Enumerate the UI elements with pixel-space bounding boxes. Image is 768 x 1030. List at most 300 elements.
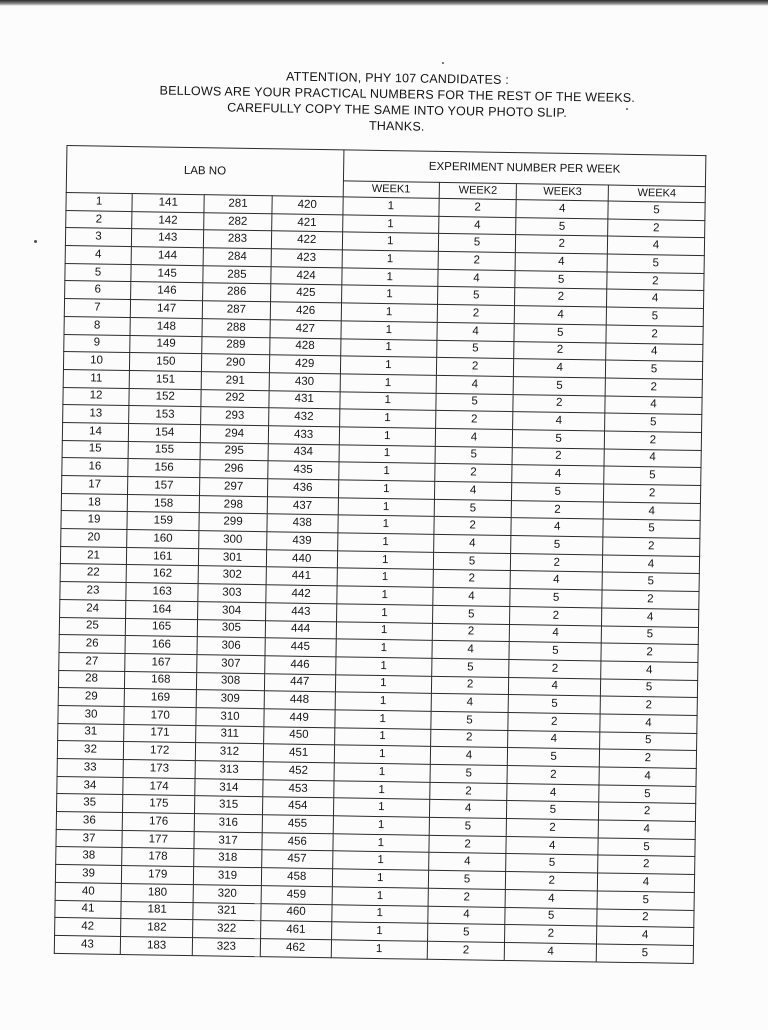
lab-no-cell: 303: [198, 584, 265, 603]
lab-no-cell: 16: [62, 458, 128, 477]
lab-no-cell: 451: [263, 744, 335, 763]
lab-no-cell: 30: [58, 705, 124, 724]
week1-cell: 1: [343, 215, 439, 234]
lab-no-cell: 296: [200, 460, 267, 479]
week2-cell: 4: [427, 906, 505, 925]
week1-cell: 1: [337, 568, 433, 587]
week3-cell: 5: [511, 536, 603, 555]
week4-cell: 5: [606, 307, 703, 326]
lab-no-cell: 6: [65, 281, 131, 300]
lab-no-cell: 2: [66, 210, 132, 229]
practical-numbers-table: [54, 145, 707, 964]
lab-no-cell: 174: [123, 777, 196, 796]
week3-cell: 5: [516, 217, 608, 236]
lab-no-cell: 1: [66, 193, 132, 212]
lab-no-cell: 172: [123, 742, 196, 761]
week-header: WEEK3: [517, 184, 609, 201]
lab-no-cell: 175: [123, 795, 196, 814]
lab-no-cell: 22: [60, 564, 126, 583]
week2-cell: 4: [429, 800, 507, 819]
lab-no-cell: 427: [270, 320, 342, 339]
notice-line-4: THANKS.: [368, 118, 425, 134]
lab-no-cell: 42: [55, 918, 121, 937]
lab-no-cell: 453: [262, 779, 334, 798]
week4-cell: 4: [605, 396, 702, 415]
lab-no-cell: 146: [131, 282, 204, 301]
week3-cell: 5: [509, 642, 601, 661]
week2-cell: 4: [432, 641, 510, 660]
week1-cell: 1: [333, 798, 429, 817]
lab-no-cell: 144: [131, 247, 204, 266]
lab-no-cell: 433: [268, 426, 340, 445]
week2-cell: 5: [437, 287, 515, 306]
week3-cell: 2: [506, 872, 598, 891]
lab-no-cell: 421: [271, 213, 343, 232]
lab-no-cell: 31: [58, 723, 124, 742]
lab-no-cell: 179: [121, 866, 194, 885]
week4-cell: 2: [603, 537, 700, 556]
lab-no-cell: 435: [267, 461, 339, 480]
lab-no-cell: 456: [261, 832, 333, 851]
week4-cell: 2: [607, 272, 704, 291]
lab-no-cell: 37: [56, 829, 122, 848]
lab-no-cell: 429: [269, 355, 341, 374]
lab-no-cell: 459: [261, 885, 333, 904]
week2-cell: 2: [435, 411, 513, 430]
week3-cell: 5: [515, 270, 607, 289]
notice-line-1: ATTENTION, PHY 107 CANDIDATES :: [286, 69, 510, 87]
lab-no-cell: 24: [60, 599, 126, 618]
lab-no-cell: 15: [62, 440, 128, 459]
lab-no-cell: 445: [265, 638, 337, 657]
week2-cell: 5: [435, 446, 513, 465]
week1-cell: 1: [331, 940, 427, 959]
week3-cell: 5: [507, 801, 599, 820]
week4-cell: 5: [608, 201, 705, 220]
week1-cell: 1: [336, 621, 432, 640]
week4-cell: 4: [602, 555, 699, 574]
week2-cell: 5: [431, 658, 509, 677]
lab-no-cell: 3: [65, 228, 131, 247]
week4-cell: 2: [599, 749, 696, 768]
week2-cell: 2: [429, 782, 507, 801]
week1-cell: 1: [336, 657, 432, 676]
week1-cell: 1: [338, 515, 434, 534]
week4-cell: 5: [603, 519, 700, 538]
lab-no-cell: 302: [199, 566, 266, 585]
week1-cell: 1: [339, 409, 435, 428]
lab-no-cell: 141: [132, 194, 205, 213]
lab-no-cell: 281: [204, 195, 271, 214]
lab-no-cell: 7: [64, 299, 130, 318]
week2-cell: 2: [430, 729, 508, 748]
lab-no-cell: 284: [204, 248, 271, 267]
lab-no-cell: 437: [267, 496, 339, 515]
lab-no-cell: 455: [262, 815, 334, 834]
lab-no-cell: 447: [264, 673, 336, 692]
lab-no-cell: 23: [60, 582, 126, 601]
week3-cell: 2: [507, 766, 599, 785]
lab-no-cell: 12: [63, 387, 129, 406]
lab-no-cell: 26: [59, 635, 125, 654]
week1-cell: 1: [339, 462, 435, 481]
lab-no-cell: 148: [130, 317, 203, 336]
lab-no-cell: 32: [57, 741, 123, 760]
lab-no-cell: 430: [269, 373, 341, 392]
lab-no-cell: 454: [262, 797, 334, 816]
lab-no-cell: 436: [267, 479, 339, 498]
lab-no-cell: 321: [193, 902, 260, 921]
lab-no-cell: 173: [123, 759, 196, 778]
week2-cell: 4: [436, 375, 514, 394]
week2-cell: 2: [432, 623, 510, 642]
lab-no-cell: 154: [128, 423, 201, 442]
lab-no-cell: 462: [260, 939, 332, 958]
lab-no-cell: 153: [129, 406, 202, 425]
lab-no-cell: 306: [197, 637, 264, 656]
week3-cell: 2: [515, 288, 607, 307]
lab-no-cell: 441: [266, 567, 338, 586]
lab-no-cell: 14: [62, 422, 128, 441]
lab-no-cell: 425: [270, 284, 342, 303]
lab-no-cell: 36: [56, 812, 122, 831]
scan-speck: [34, 240, 37, 243]
week1-cell: 1: [342, 232, 438, 251]
lab-no-cell: 294: [201, 425, 268, 444]
week3-cell: 2: [505, 925, 597, 944]
week2-cell: 4: [433, 534, 511, 553]
week3-cell: 4: [509, 677, 601, 696]
week3-cell: 5: [509, 695, 601, 714]
lab-no-cell: 142: [132, 211, 205, 230]
lab-no-cell: 442: [265, 585, 337, 604]
week3-cell: 2: [507, 819, 599, 838]
week2-cell: 5: [433, 552, 511, 571]
experiment-header: EXPERIMENT NUMBER PER WEEK: [343, 150, 706, 187]
lab-no-cell: 432: [268, 408, 340, 427]
week1-cell: 1: [341, 321, 437, 340]
week1-cell: 1: [332, 887, 428, 906]
lab-no-cell: 166: [125, 636, 198, 655]
lab-no-cell: 424: [270, 266, 342, 285]
week2-cell: 5: [438, 234, 516, 253]
week2-cell: 5: [432, 605, 510, 624]
lab-no-cell: 295: [200, 442, 267, 461]
lab-no-cell: 316: [195, 814, 262, 833]
week4-cell: 2: [608, 219, 705, 238]
scan-speck: [442, 62, 444, 64]
lab-no-cell: 170: [124, 706, 197, 725]
week2-cell: 5: [430, 764, 508, 783]
week1-cell: 1: [331, 922, 427, 941]
lab-no-cell: 322: [193, 920, 260, 939]
week4-cell: 5: [604, 466, 701, 485]
week4-cell: 2: [598, 855, 695, 874]
week3-cell: 2: [511, 553, 603, 572]
week4-cell: 5: [600, 679, 697, 698]
week4-cell: 4: [600, 714, 697, 733]
week4-cell: 4: [597, 873, 694, 892]
lab-no-cell: 20: [61, 529, 127, 548]
lab-no-cell: 420: [271, 196, 343, 215]
week1-cell: 1: [343, 197, 439, 216]
week1-cell: 1: [332, 869, 428, 888]
lab-no-cell: 27: [59, 652, 125, 671]
week4-cell: 4: [599, 767, 696, 786]
lab-no-cell: 145: [131, 264, 204, 283]
week1-cell: 1: [342, 268, 438, 287]
week2-cell: 4: [438, 269, 516, 288]
lab-no-cell: 161: [126, 547, 199, 566]
week4-cell: 5: [597, 891, 694, 910]
week4-cell: 2: [600, 696, 697, 715]
week3-cell: 4: [514, 359, 606, 378]
week1-cell: 1: [340, 356, 436, 375]
week2-cell: 2: [436, 358, 514, 377]
week2-cell: 5: [436, 393, 514, 412]
lab-no-cell: 320: [194, 884, 261, 903]
lab-no-cell: 28: [58, 670, 124, 689]
week2-cell: 5: [436, 340, 514, 359]
week-header: WEEK4: [608, 185, 705, 203]
week4-cell: 5: [605, 413, 702, 432]
lab-no-cell: 147: [130, 300, 203, 319]
week3-cell: 5: [512, 483, 604, 502]
lab-no-cell: 317: [194, 831, 261, 850]
week2-cell: 2: [428, 888, 506, 907]
lab-no-cell: 309: [197, 690, 264, 709]
lab-no-cell: 457: [261, 850, 333, 869]
week4-cell: 5: [598, 838, 695, 857]
week4-cell: 2: [603, 484, 700, 503]
week2-cell: 2: [438, 251, 516, 270]
lab-no-cell: 439: [266, 532, 338, 551]
week4-cell: 4: [604, 449, 701, 468]
week2-cell: 2: [431, 676, 509, 695]
lab-no-cell: 290: [202, 354, 269, 373]
lab-no-cell: 18: [61, 493, 127, 512]
week4-cell: 4: [603, 502, 700, 521]
week2-cell: 2: [427, 941, 505, 960]
lab-no-cell: 178: [122, 848, 195, 867]
lab-no-cell: 283: [204, 230, 271, 249]
lab-no-cell: 287: [203, 301, 270, 320]
lab-no-cell: 38: [56, 847, 122, 866]
lab-no-cell: 438: [266, 514, 338, 533]
lab-no-cell: 43: [54, 935, 120, 954]
week2-cell: 4: [430, 747, 508, 766]
week4-cell: 5: [596, 944, 693, 963]
week3-cell: 2: [512, 500, 604, 519]
week4-cell: 4: [607, 289, 704, 308]
lab-no-cell: 423: [271, 249, 343, 268]
lab-no-cell: 176: [122, 813, 195, 832]
lab-no-cell: 177: [122, 830, 195, 849]
week1-cell: 1: [338, 498, 434, 517]
lab-no-cell: 449: [263, 709, 335, 728]
lab-no-cell: 158: [127, 494, 200, 513]
week2-cell: 4: [428, 853, 506, 872]
week4-cell: 2: [606, 325, 703, 344]
week3-cell: 4: [506, 836, 598, 855]
lab-no-cell: 168: [124, 671, 197, 690]
lab-no-cell: 310: [196, 708, 263, 727]
week4-cell: 2: [601, 643, 698, 662]
week3-cell: 4: [511, 571, 603, 590]
lab-no-cell: 282: [204, 212, 271, 231]
lab-no-cell: 9: [64, 334, 130, 353]
lab-no-cell: 311: [196, 725, 263, 744]
week3-cell: 4: [516, 253, 608, 272]
lab-no-cell: 159: [127, 512, 200, 531]
week-header: WEEK1: [343, 181, 439, 199]
lab-no-cell: 314: [195, 778, 262, 797]
lab-no-cell: 160: [127, 530, 200, 549]
week1-cell: 1: [338, 533, 434, 552]
week4-cell: 2: [605, 378, 702, 397]
week4-cell: 5: [600, 732, 697, 751]
week2-cell: 5: [431, 711, 509, 730]
lab-no-cell: 25: [59, 617, 125, 636]
lab-no-cell: 431: [268, 390, 340, 409]
week3-cell: 4: [506, 889, 598, 908]
lab-no-cell: 313: [195, 761, 262, 780]
week3-cell: 2: [510, 606, 602, 625]
lab-no-cell: 149: [130, 335, 203, 354]
week4-cell: 2: [602, 590, 699, 609]
week4-cell: 5: [599, 785, 696, 804]
week1-cell: 1: [334, 727, 430, 746]
week3-cell: 4: [511, 518, 603, 537]
week3-cell: 4: [512, 465, 604, 484]
lab-no-cell: 183: [120, 936, 193, 955]
lab-no-cell: 182: [121, 919, 194, 938]
week2-cell: 4: [437, 322, 515, 341]
lab-no-cell: 443: [265, 603, 337, 622]
week2-cell: 2: [433, 570, 511, 589]
week3-cell: 2: [508, 712, 600, 731]
week4-cell: 5: [601, 625, 698, 644]
lab-no-cell: 308: [197, 672, 264, 691]
week-header: WEEK2: [439, 182, 517, 199]
week3-cell: 4: [510, 624, 602, 643]
lab-no-cell: 452: [263, 762, 335, 781]
week1-cell: 1: [334, 763, 430, 782]
week1-cell: 1: [335, 692, 431, 711]
week2-cell: 2: [437, 304, 515, 323]
lab-no-cell: 181: [121, 901, 194, 920]
week1-cell: 1: [336, 604, 432, 623]
week1-cell: 1: [340, 391, 436, 410]
week3-cell: 4: [515, 306, 607, 325]
lab-no-cell: 21: [60, 546, 126, 565]
lab-no-cell: 304: [198, 601, 265, 620]
week1-cell: 1: [338, 480, 434, 499]
week3-cell: 2: [516, 235, 608, 254]
lab-no-cell: 4: [65, 246, 131, 265]
lab-no-cell: 19: [61, 511, 127, 530]
lab-no-cell: 167: [125, 653, 198, 672]
lab-no-cell: 428: [269, 337, 341, 356]
lab-no-cell: 29: [58, 688, 124, 707]
week3-cell: 5: [510, 589, 602, 608]
lab-no-cell: 33: [57, 758, 123, 777]
lab-no-cell: 39: [55, 865, 121, 884]
lab-no-cell: 155: [128, 441, 201, 460]
week1-cell: 1: [339, 444, 435, 463]
week1-cell: 1: [341, 338, 437, 357]
week2-cell: 2: [434, 517, 512, 536]
week2-cell: 2: [439, 198, 517, 217]
lab-no-cell: 152: [129, 388, 202, 407]
lab-no-cell: 298: [200, 495, 267, 514]
week4-cell: 4: [597, 926, 694, 945]
week1-cell: 1: [332, 904, 428, 923]
week4-cell: 4: [606, 343, 703, 362]
lab-no-cell: 305: [198, 619, 265, 638]
lab-no-cell: 422: [271, 231, 343, 250]
week4-cell: 5: [602, 572, 699, 591]
lab-no-cell: 285: [203, 265, 270, 284]
lab-no-cell: 17: [62, 475, 128, 494]
notice-line-3: CAREFULLY COPY THE SAME INTO YOUR PHOTO SLIP.: [227, 100, 568, 120]
week2-cell: 4: [433, 587, 511, 606]
week2-cell: 2: [434, 464, 512, 483]
lab-no-cell: 34: [57, 776, 123, 795]
week3-cell: 4: [513, 412, 605, 431]
lab-no-cell: 319: [194, 867, 261, 886]
lab-no-cell: 41: [55, 900, 121, 919]
week3-cell: 5: [506, 854, 598, 873]
week1-cell: 1: [341, 285, 437, 304]
week4-cell: 5: [605, 360, 702, 379]
lab-no-cell: 450: [263, 726, 335, 745]
week3-cell: 2: [512, 447, 604, 466]
week1-cell: 1: [340, 374, 436, 393]
scan-speck: [626, 108, 628, 110]
week3-cell: 2: [513, 394, 605, 413]
lab-no-cell: 289: [202, 336, 269, 355]
week2-cell: 4: [434, 481, 512, 500]
week4-cell: 2: [597, 908, 694, 927]
week2-cell: 2: [429, 835, 507, 854]
week3-cell: 5: [505, 907, 597, 926]
lab-no-cell: 461: [260, 921, 332, 940]
week1-cell: 1: [341, 303, 437, 322]
lab-no-cell: 293: [201, 407, 268, 426]
week1-cell: 1: [336, 639, 432, 658]
lab-no-cell: 446: [264, 656, 336, 675]
week1-cell: 1: [333, 816, 429, 835]
lab-no-cell: 171: [124, 724, 197, 743]
lab-no-cell: 180: [121, 883, 194, 902]
lab-no-cell: 299: [199, 513, 266, 532]
lab-no-cell: 323: [193, 937, 260, 956]
week1-cell: 1: [339, 427, 435, 446]
lab-no-cell: 151: [129, 370, 202, 389]
week1-cell: 1: [335, 710, 431, 729]
week2-cell: 4: [431, 694, 509, 713]
week3-cell: 5: [514, 376, 606, 395]
week3-cell: 5: [513, 430, 605, 449]
lab-no-cell: 444: [265, 620, 337, 639]
lab-no-cell: 35: [57, 794, 123, 813]
lab-no-cell: 301: [199, 548, 266, 567]
lab-no-cell: 448: [264, 691, 336, 710]
week3-cell: 5: [514, 323, 606, 342]
week1-cell: 1: [337, 551, 433, 570]
lab-no-cell: 440: [266, 549, 338, 568]
